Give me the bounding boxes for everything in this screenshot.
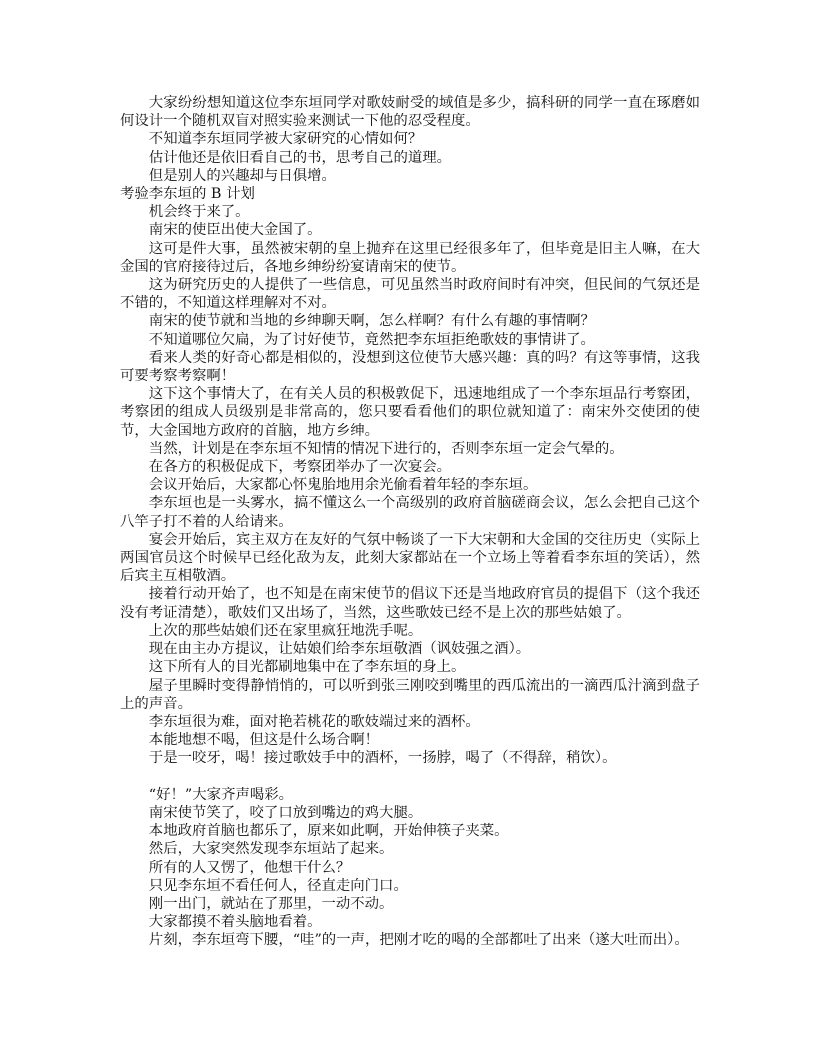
paragraph: 南宋的使臣出使大金国了。 [148, 222, 322, 239]
paragraph: 然后，大家突然发现李东垣站了起来。 [148, 841, 394, 858]
paragraph: 这可是件大事，虽然被宋朝的皇上抛弃在这里已经很多年了，但毕竟是旧主人嘛，在大金国的官府接待过后，各地乡绅纷纷宴请南宋的使节。 [120, 240, 700, 275]
paragraph: 这为研究历史的人提供了一些信息，可见虽然当时政府间时有冲突，但民间的气氛还是不错的，不知道这样理解对不对。 [120, 277, 700, 312]
paragraph: 估计他还是依旧看自己的书，思考自己的道理。 [148, 149, 452, 166]
paragraph: 大家纷纷想知道这位李东垣同学对歌妓耐受的域值是多少，搞科研的同学一直在琢磨如何设计一个随机双盲对照实验来测试一下他的忍受程度。 [120, 95, 700, 130]
paragraph: 不知道李东垣同学被大家研究的心情如何？ [148, 131, 423, 148]
paragraph: “好！”大家齐声喝彩。 [148, 786, 294, 803]
paragraph: 看来人类的好奇心都是相似的，没想到这位使节大感兴趣：真的吗？有这等事情，这我可要考察考察啊！ [120, 349, 700, 385]
paragraph: 南宋的使节就和当地的乡绅聊天啊，怎么样啊？有什么有趣的事情啊？ [148, 313, 595, 330]
paragraph: 现在由主办方提议，让姑娘们给李东垣敬酒（讽妓强之酒）。 [148, 641, 531, 658]
paragraph: 本能地想不喝，但这是什么场合啊！ [148, 732, 380, 749]
paragraph: 在各方的积极促成下，考察团举办了一次宴会。 [148, 459, 452, 476]
paragraph: 宴会开始后，宾主双方在友好的气氛中畅谈了一下大宋朝和大金国的交往历史（实际上两国官员这个时候早已经化敌为友，此刻大家都站在一个立场上等着看李东垣的笑话），然后宾主互相敬酒。 [120, 531, 700, 585]
paragraph: 上次的那些姑娘们还在家里疯狂地洗手呢。 [148, 622, 423, 639]
section-heading: 考验李东垣的 B 计划 [120, 186, 255, 203]
paragraph: 刚一出门，就站在了那里，一动不动。 [148, 895, 394, 912]
paragraph: 接着行动开始了，也不知是在南宋使节的倡议下还是当地政府官员的提倡下（这个我还没有考证清楚），歌妓们又出场了，当然，这些歌妓已经不是上次的那些姑娘了。 [120, 586, 700, 621]
blank-line [120, 768, 700, 786]
paragraph: 不知道哪位欠扁，为了讨好使节，竟然把李东垣拒绝歌妓的事情讲了。 [148, 331, 595, 348]
paragraph: 机会终于来了。 [148, 204, 250, 221]
paragraph: 所有的人又愣了，他想干什么？ [148, 859, 351, 876]
paragraph: 只见李东垣不看任何人，径直走向门口。 [148, 877, 408, 894]
paragraph: 当然，计划是在李东垣不知情的情况下进行的，否则李东垣一定会气晕的。 [148, 440, 624, 457]
paragraph: 本地政府首脑也都乐了，原来如此啊，开始伸筷子夹菜。 [148, 823, 509, 840]
paragraph: 片刻，李东垣弯下腰，“哇”的一声，把刚才吃的喝的全部都吐了出来（遂大吐而出）。 [148, 932, 689, 949]
paragraph: 这下这个事情大了，在有关人员的积极敦促下，迅速地组成了一个李东垣品行考察团，考察团的组成人员级别是非常高的，您只要看看他们的职位就知道了：南宋外交使团的使节，大金国地方政府的首脑，地方乡绅。 [120, 386, 700, 439]
paragraph: 会议开始后，大家都心怀鬼胎地用余光偷看着年轻的李东垣。 [148, 477, 538, 494]
document-page [120, 94, 700, 950]
paragraph: 但是别人的兴趣却与日俱增。 [148, 167, 336, 184]
paragraph: 南宋使节笑了，咬了口放到嘴边的鸡大腿。 [148, 804, 423, 821]
paragraph: 李东垣也是一头雾水，搞不懂这么一个高级别的政府首脑磋商会议，怎么会把自己这个八竿子打不着的人给请来。 [120, 495, 700, 530]
paragraph: 屋子里瞬时变得静悄悄的，可以听到张三刚咬到嘴里的西瓜流出的一滴西瓜汁滴到盘子上的声音。 [120, 677, 700, 712]
paragraph: 于是一咬牙，喝！接过歌妓手中的酒杯，一扬脖，喝了（不得辞，稍饮）。 [148, 750, 617, 767]
paragraph: 这下所有人的目光都刷地集中在了李东垣的身上。 [148, 659, 466, 676]
paragraph: 李东垣很为难，面对艳若桃花的歌妓端过来的酒杯。 [148, 713, 480, 730]
paragraph: 大家都摸不着头脑地看着。 [148, 914, 322, 931]
